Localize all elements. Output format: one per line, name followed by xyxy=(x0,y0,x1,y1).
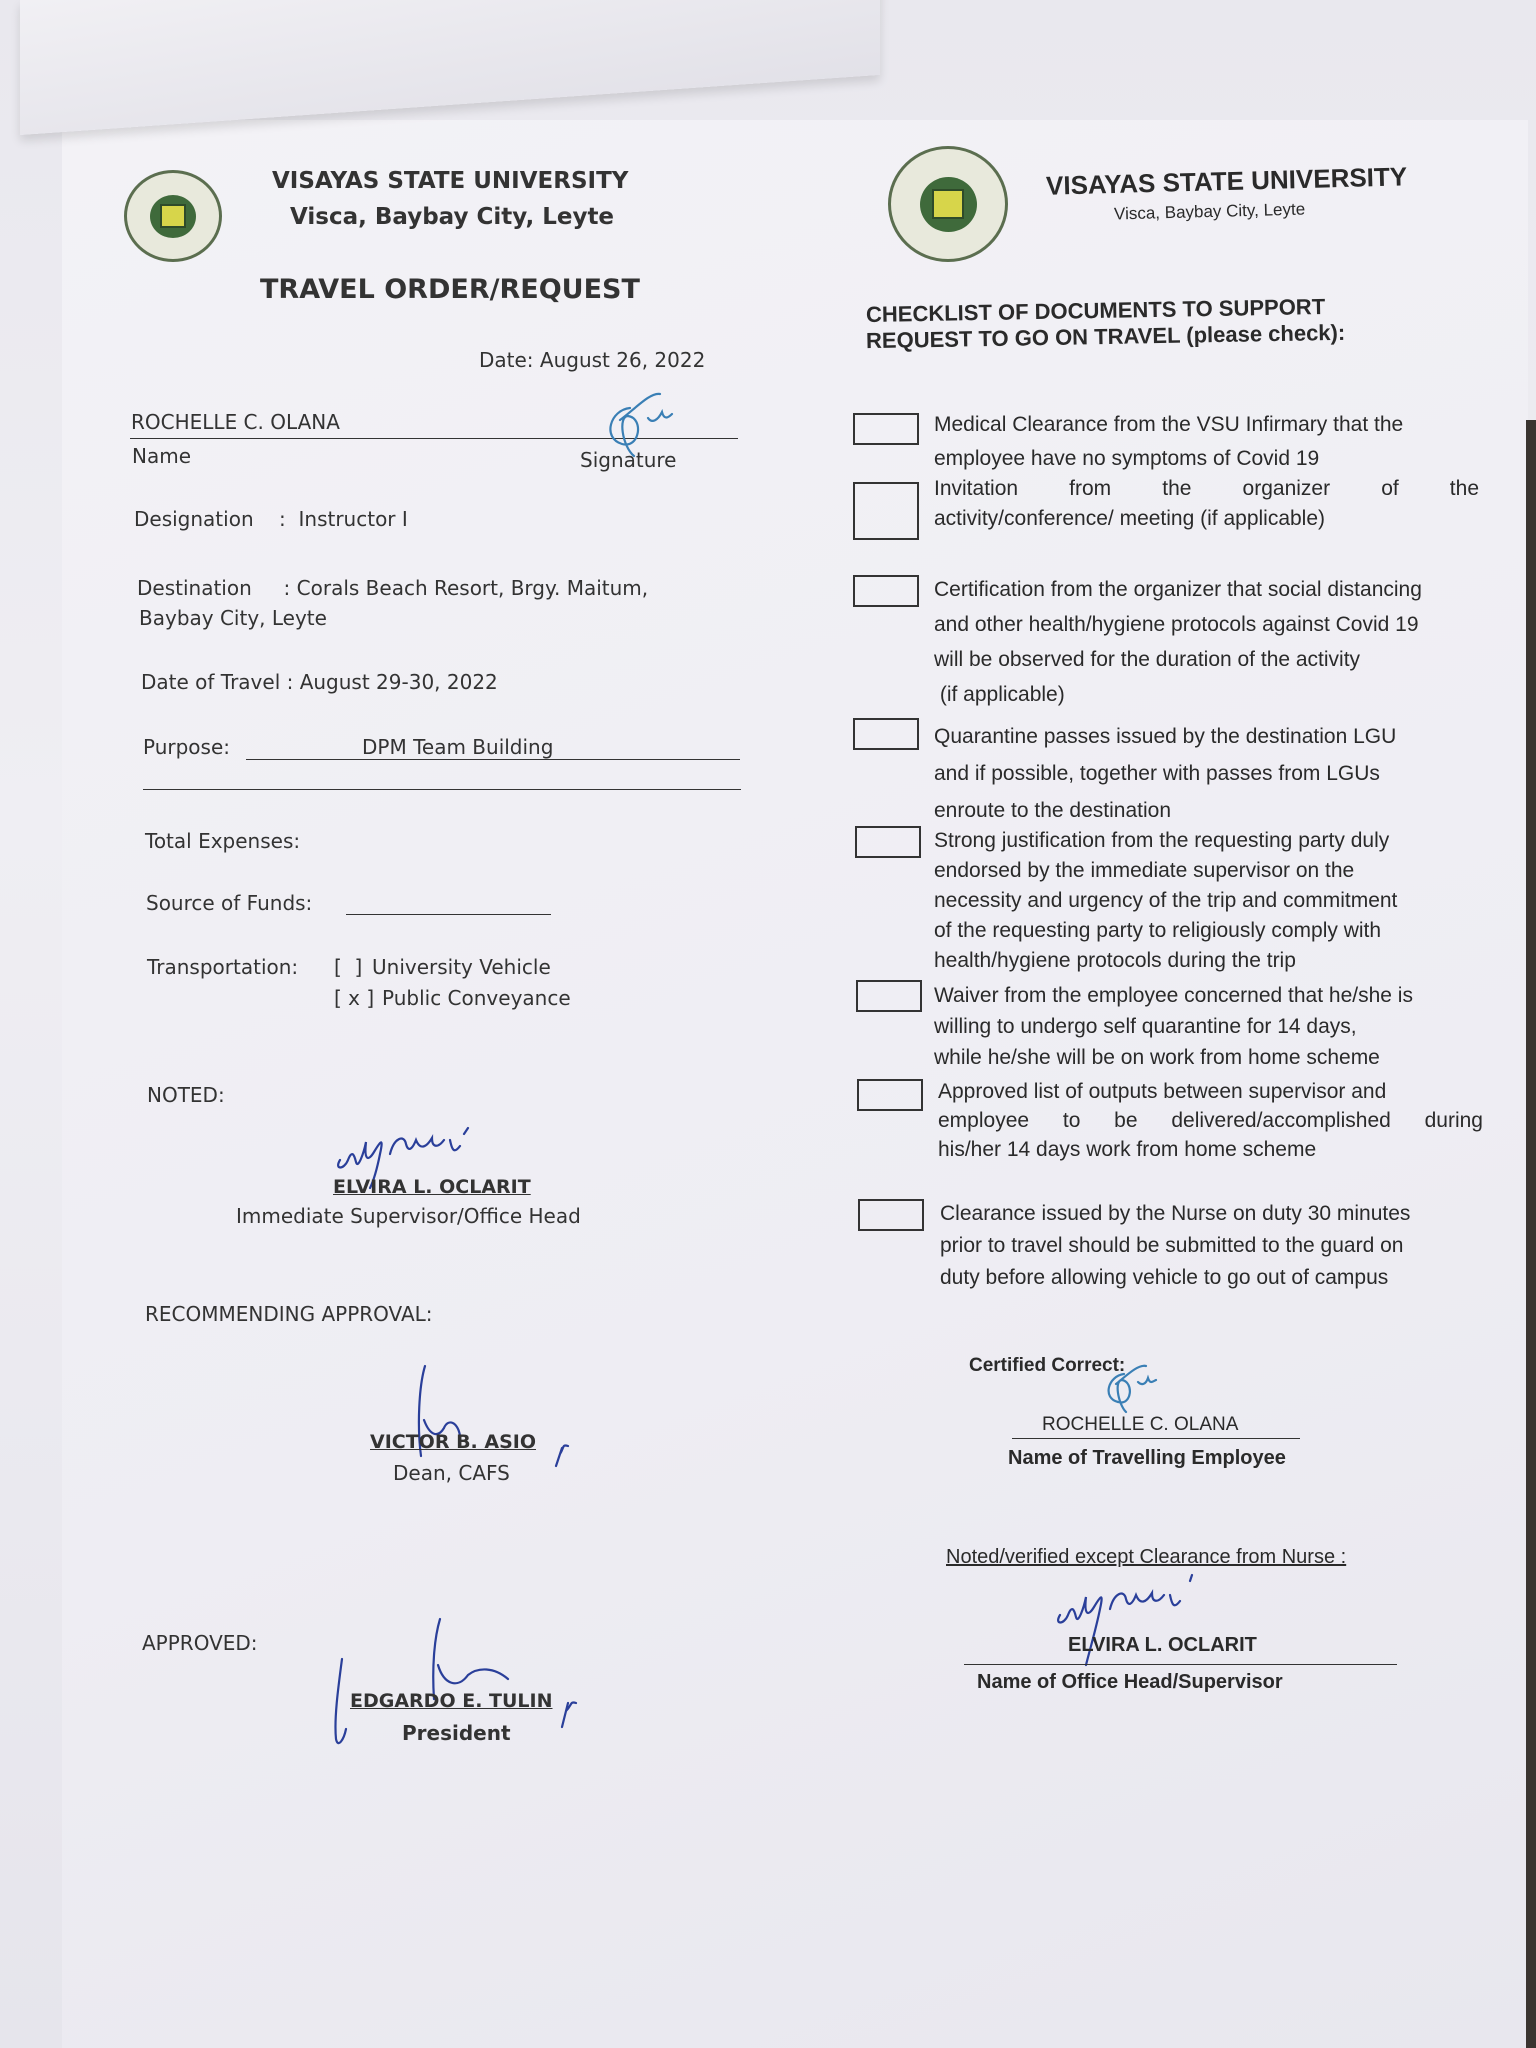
office-head-name: ELVIRA L. OCLARIT xyxy=(1068,1634,1257,1656)
checklist-item-approved-outputs: Approved list of outputs between supervisor and employee to be delivered/accomplished during his/her 14 days work from home scheme xyxy=(938,1080,1483,1161)
checklist-title-line2: REQUEST TO GO ON TRAVEL (please check): xyxy=(865,319,1346,354)
transport-option-mark-public-conveyance[interactable]: [ x ] xyxy=(334,986,375,1010)
employee-name: ROCHELLE C. OLANA xyxy=(131,410,340,434)
request-date: Date: August 26, 2022 xyxy=(479,348,706,372)
checklist-checkbox-invitation[interactable] xyxy=(853,482,919,540)
checklist-checkbox-nurse-clearance[interactable] xyxy=(858,1199,924,1231)
checklist-item-quarantine-passes: Quarantine passes issued by the destination LGU and if possible, together with passes from LGUs enroute to the destination xyxy=(934,725,1397,822)
designation-field: Designation : Instructor I xyxy=(134,507,408,531)
checklist-checkbox-certification[interactable] xyxy=(853,575,919,607)
checklist-checkbox-strong-justification[interactable] xyxy=(855,826,921,858)
recommending-signatory-title: Dean, CAFS xyxy=(393,1461,510,1485)
total-expenses-label: Total Expenses: xyxy=(145,829,301,853)
signature-label: Signature xyxy=(580,448,677,472)
approved-label: APPROVED: xyxy=(142,1631,258,1655)
purpose-line-2 xyxy=(143,789,741,790)
checklist-checkbox-approved-outputs[interactable] xyxy=(857,1079,923,1111)
purpose-label: Purpose: xyxy=(143,735,231,759)
certified-name-line xyxy=(1012,1438,1300,1439)
approved-signatory-name: EDGARDO E. TULIN xyxy=(350,1690,553,1712)
checklist-item-nurse-clearance: Clearance issued by the Nurse on duty 30 minutes prior to travel should be submitted to the guard on duty before allowing vehicle to go out of campus xyxy=(940,1202,1411,1289)
checklist-checkbox-quarantine-passes[interactable] xyxy=(853,718,919,750)
source-of-funds-line xyxy=(346,914,551,915)
employee-signature xyxy=(600,390,700,460)
approved-signatory-title: President xyxy=(402,1721,511,1745)
source-of-funds-label: Source of Funds: xyxy=(146,891,313,915)
checklist-item-strong-justification: Strong justification from the requesting party duly endorsed by the immediate supervisor on the necessity and urgency of the trip and commitment of the requesting party to religiously comply with health/hygiene protocols during the trip xyxy=(934,829,1398,972)
recommending-approval-label: RECOMMENDING APPROVAL: xyxy=(145,1302,433,1326)
destination-field-line2: Baybay City, Leyte xyxy=(139,606,327,630)
checklist-checkbox-medical-clearance[interactable] xyxy=(853,413,919,445)
transport-option-public-conveyance: Public Conveyance xyxy=(382,986,571,1010)
dean-signature xyxy=(380,1360,580,1470)
noted-signatory-name: ELVIRA L. OCLARIT xyxy=(333,1176,531,1198)
name-label: Name xyxy=(132,444,192,468)
office-head-caption: Name of Office Head/Supervisor xyxy=(977,1671,1283,1693)
noted-signatory-title: Immediate Supervisor/Office Head xyxy=(236,1204,581,1228)
checklist-item-waiver: Waiver from the employee concerned that he/she is willing to undergo self quarantine for 14 days, while he/she will be on work from home scheme xyxy=(934,984,1413,1069)
checklist-item-medical-clearance: Medical Clearance from the VSU Infirmary that the employee have no symptoms of Covid 19 xyxy=(934,413,1404,470)
checklist-university-name: VISAYAS STATE UNIVERSITY xyxy=(1045,161,1408,201)
certified-correct-label: Certified Correct: xyxy=(969,1355,1126,1376)
folded-page-corner xyxy=(20,0,880,135)
university-name: VISAYAS STATE UNIVERSITY xyxy=(272,168,629,194)
university-seal-logo-right xyxy=(888,146,1008,262)
purpose-value: DPM Team Building xyxy=(362,735,554,759)
university-address: Visca, Baybay City, Leyte xyxy=(290,204,615,230)
checklist-checkbox-waiver[interactable] xyxy=(856,980,922,1012)
purpose-line xyxy=(246,759,740,760)
checklist-item-invitation: Invitation from the organizer of the activity/conference/ meeting (if applicable) xyxy=(934,477,1479,530)
certified-name-caption: Name of Travelling Employee xyxy=(1008,1447,1286,1469)
form-title: TRAVEL ORDER/REQUEST xyxy=(260,274,640,305)
certified-employee-name: ROCHELLE C. OLANA xyxy=(1042,1414,1239,1435)
transport-option-mark-university-vehicle[interactable]: [ ] xyxy=(334,955,363,979)
university-seal-logo xyxy=(124,170,222,262)
recommending-signatory-name: VICTOR B. ASIO xyxy=(370,1431,536,1453)
date-of-travel-field: Date of Travel : August 29-30, 2022 xyxy=(141,670,498,694)
transportation-label: Transportation: xyxy=(147,955,299,979)
destination-field-line1: Destination : Corals Beach Resort, Brgy. Maitum, xyxy=(137,576,649,600)
checklist-item-certification: Certification from the organizer that social distancing and other health/hygiene protocols against Covid 19 will be observed for the duration of the activity (if applicable) xyxy=(934,578,1422,706)
page-edge-shadow xyxy=(1526,420,1536,2048)
checklist-university-address: Visca, Baybay City, Leyte xyxy=(1113,199,1306,224)
office-head-line xyxy=(964,1664,1397,1665)
transport-option-university-vehicle: University Vehicle xyxy=(372,955,551,979)
checklist-title-line1: CHECKLIST OF DOCUMENTS TO SUPPORT xyxy=(865,293,1326,328)
noted-label: NOTED: xyxy=(147,1083,225,1107)
noted-verified-label: Noted/verified except Clearance from Nurse : xyxy=(946,1546,1347,1568)
